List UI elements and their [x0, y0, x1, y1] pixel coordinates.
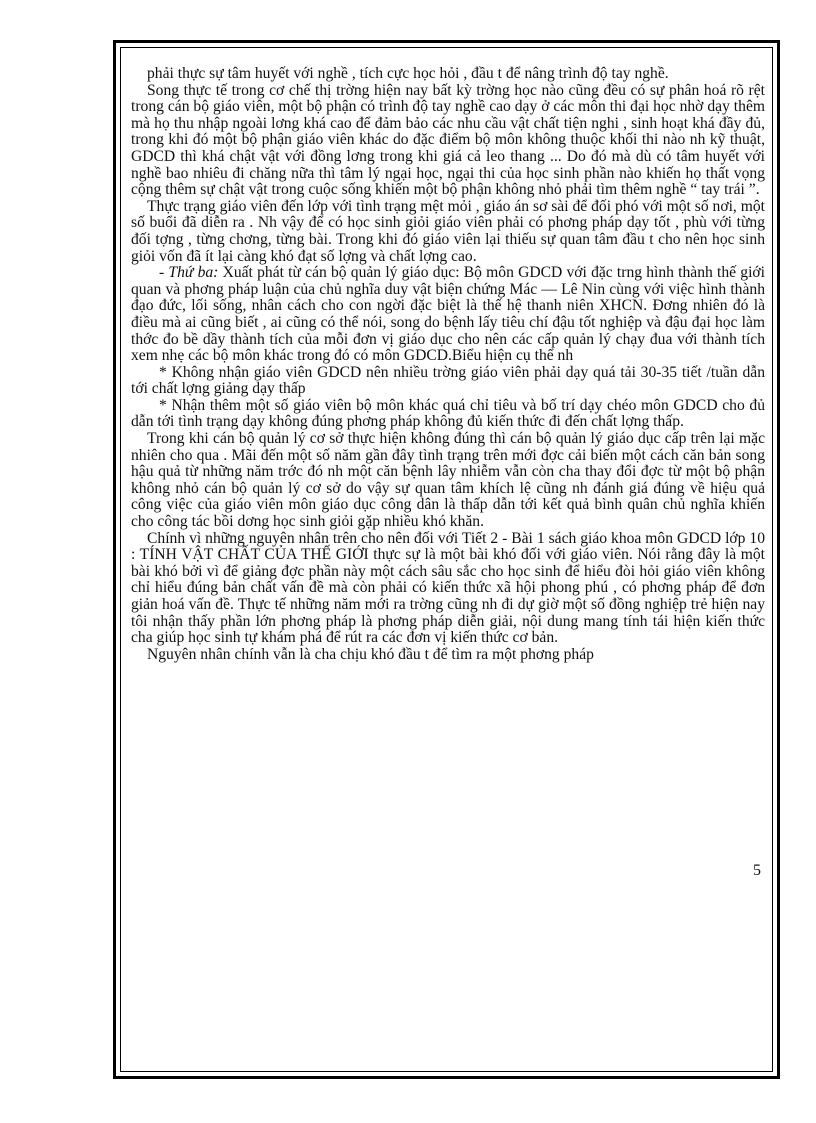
paragraph-3: Thực trạng giáo viên đến lớp với tình trạng mệt mỏi , giáo án sơ sài để đối phó với một số nơi, một số buổi đã diễn ra . Nh vậy để có học sinh giỏi giáo viên phải có phơng pháp dạy tốt , phù với từng đối tợng , từng chơng, từng bài. Trong khi đó giáo viên lại thiếu sự quan tâm đầu t cho nên học sinh giỏi vốn đã ít lại càng khó đạt số lợng và chất lợng cao. [131, 197, 765, 265]
paragraph-4 [131, 265, 765, 365]
paragraph-9: Nguyên nhân chính vẫn là cha chịu khó đầu t để tìm ra một phơng pháp [147, 645, 594, 663]
paragraph-4-lead: Thứ ba: [168, 264, 219, 282]
paragraph-7: Trong khi cán bộ quản lý cơ sở thực hiện không đúng thì cán bộ quản lý giáo dục cấp trên lại mặc nhiên cho qua . Mãi đến một số năm gần đây tình trạng trên mới đợc cải biến một cách căn bản song hậu quả từ những năm trớc đó nh một căn bệnh lây nhiễm vẫn còn cha thay đổi đợc từ một bộ phận không nhỏ cán bộ quản lý cơ sở do vậy sự quan tâm khích lệ cũng nh đánh giá đúng về hiệu quả công việc của giáo viên môn giáo dục công dân là thấp dẫn tới kết quả bình quân chủ nghĩa khiến cho công tác bồi dơng học sinh giỏi gặp nhiều khó khăn. [131, 430, 765, 531]
document-body [131, 66, 765, 663]
paragraph-5: * Không nhận giáo viên GDCD nên nhiều trờng giáo viên phải dạy quá tải 30-35 tiết /tuần dẫn tới chất lợng giảng dạy thấp [131, 363, 765, 398]
page-number: 5 [753, 862, 761, 879]
paragraph-1: phải thực sự tâm huyết với nghề , tích cực học hỏi , đầu t để nâng trình độ tay nghề. [147, 65, 669, 82]
paragraph-4-text: Xuất phát từ cán bộ quản lý giáo dục: Bộ môn GDCD với đặc trng hình thành thế giới quan và phơng pháp luận của chủ nghĩa duy vật biện chứng Mác — Lê Nin cùng với việc hình thành đạo đức, lối sống, nhân cách cho con ngời đặc biệt là thế hệ thanh niên XHCN. Đơng nhiên đó là điều mà ai cũng biết , ai cũng có thể nói, song do bệnh lấy tiêu chí đậu tốt nghiệp và đậu đại học làm thớc đo bề dầy thành tích của mỗi đơn vị giáo dục cho nên các cấp quản lý chạy đua với thành tích xem nhẹ các bộ môn khác trong đó có môn GDCD.Biểu hiện cụ thể nh [131, 264, 765, 365]
paragraph-8: Chính vì những nguyên nhân trên cho nên đối với Tiết 2 - Bài 1 sách giáo khoa môn GDCD lớp 10 : TÍNH VẬT CHẤT CỦA THẾ GIỚI thực sự là một bài khó đối với giáo viên. Nói rằng đây là một bài khó bởi vì để giảng đợc phần này một cách sâu sắc cho học sinh để hiểu đòi hỏi giáo viên không chỉ hiểu đúng bản chất vấn đề mà còn phải có kiến thức xã hội phong phú , có phơng pháp để đơn giản hoá vấn đề. Thực tế những năm mới ra trờng cũng nh đi dự giờ một số đồng nghiệp trẻ hiện nay tôi nhận thấy phần lớn phơng pháp là phơng pháp diễn giải, nội dung mang tính tái hiện kiến thức cha giúp học sinh tự khám phá để rút ra các đơn vị kiến thức cơ bản. [131, 529, 765, 647]
paragraph-6: * Nhận thêm một số giáo viên bộ môn khác quá chỉ tiêu và bố trí dạy chéo môn GDCD cho đủ dẫn tới tình trạng dạy không đúng phơng pháp không đủ kiến thức đi đến chất lợng thấp. [131, 396, 765, 431]
paragraph-2: Song thực tế trong cơ chế thị trờng hiện nay bất kỳ trờng học nào cũng đều có sự phân hoá rõ rệt trong cán bộ giáo viên, một bộ phận có trình độ tay nghề cao dạy ở các môn thi đại học nhờ dạy thêm mà họ thu nhập ngoài lơng khá cao để đảm bảo các nhu cầu vật chất tiện nghi , sinh hoạt khá đầy đủ, trong khi đó một bộ phận giáo viên khác do đặc điểm bộ môn không thuộc khối thi nào nh kỹ thuật, GDCD thì khá chật vật với đồng lơng trong khi giá cả leo thang ... Do đó mà dù có tâm huyết với nghề bao nhiêu đi chăng nữa thì tâm lý ngại học, ngại thi của học sinh phần nào khiến họ thất vọng cộng thêm sự chật vật trong cuộc sống khiến một bộ phận không nhỏ phải tìm thêm nghề “ tay trái ”. [131, 81, 765, 199]
dash-prefix: - [159, 264, 169, 282]
